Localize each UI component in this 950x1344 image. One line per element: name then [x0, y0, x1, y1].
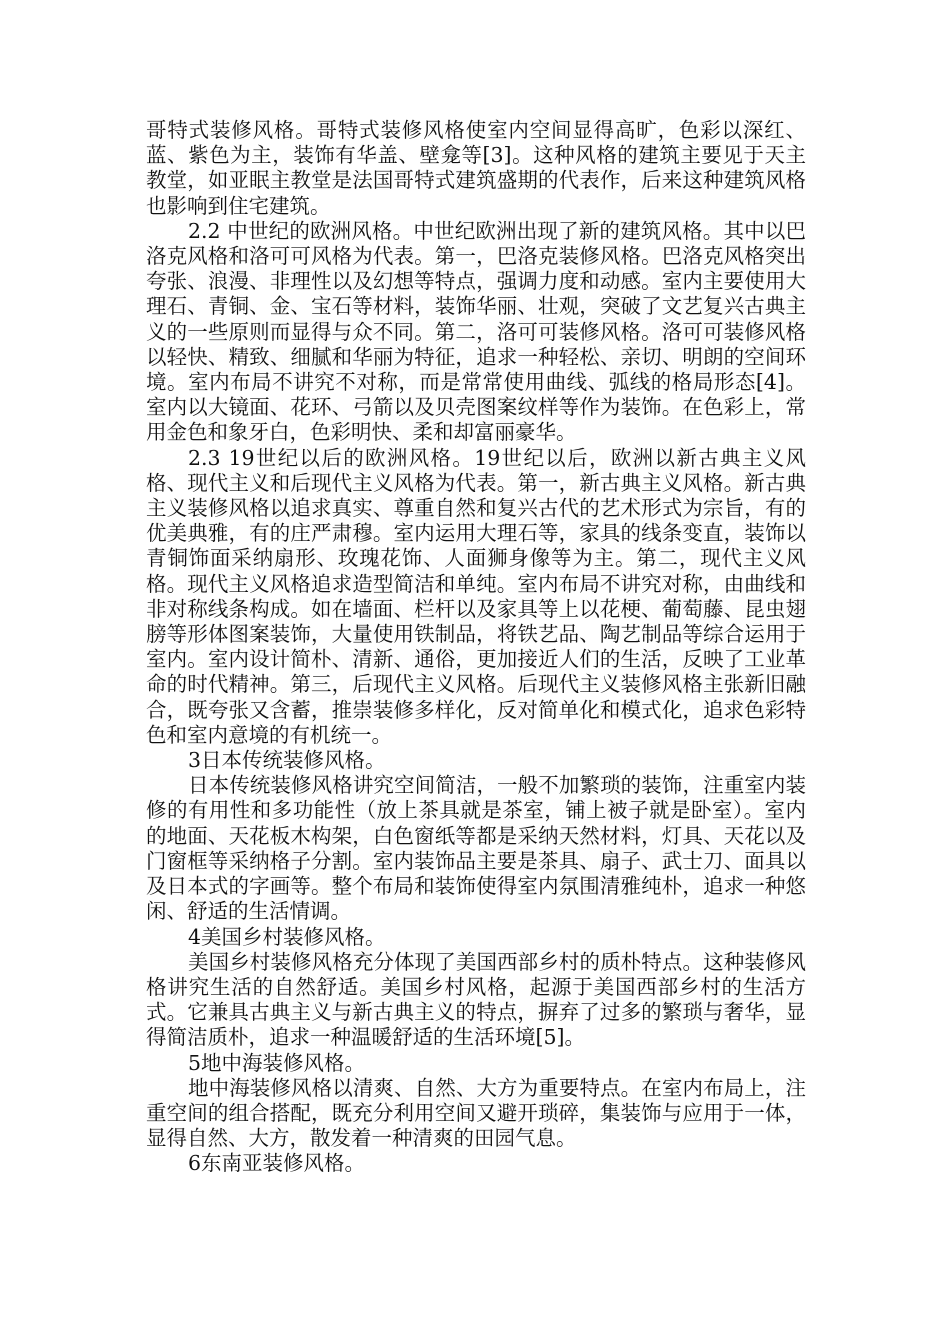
paragraph-gothic-style: 哥特式装修风格。哥特式装修风格使室内空间显得高旷，色彩以深红、蓝、紫色为主，装饰有华盖、壁龛等[3]。这种风格的建筑主要见于天主教堂，如亚眠主教堂是法国哥特式建筑盛期的代表作，后来这种建筑风格也影响到住宅建筑。 [146, 118, 806, 218]
paragraph-mediterranean-style: 地中海装修风格以清爽、自然、大方为重要特点。在室内布局上，注重空间的组合搭配，既充分利用空间又避开琐碎，集装饰与应用于一体，显得自然、大方，散发着一种清爽的田园气息。 [146, 1075, 806, 1151]
document-body [146, 118, 806, 1177]
paragraph-japanese-style: 日本传统装修风格讲究空间简洁，一般不加繁琐的装饰，注重室内装修的有用性和多功能性（放上茶具就是茶室，铺上被子就是卧室）。室内的地面、天花板木构架，白色窗纸等都是采纳天然材料，灯具、天花以及门窗框等采纳格子分割。室内装饰品主要是茶具、扇子、武士刀、面具以及日本式的字画等。整个布局和装饰使得室内氛围清雅纯朴，追求一种悠闲、舒适的生活情调。 [146, 773, 806, 924]
heading-mediterranean-style: 5地中海装修风格。 [188, 1050, 366, 1075]
paragraph-19th-century-european-style: 2.3 19世纪以后的欧洲风格。19世纪以后，欧洲以新古典主义风格、现代主义和后现代主义风格为代表。第一，新古典主义风格。新古典主义装修风格以追求真实、尊重自然和复兴古代的艺术形式为宗旨，有的优美典雅，有的庄严肃穆。室内运用大理石等，家具的线条变直，装饰以青铜饰面采纳扇形、玫瑰花饰、人面狮身像等为主。第二，现代主义风格。现代主义风格追求造型简洁和单纯。室内布局不讲究对称，由曲线和非对称线条构成。如在墙面、栏杆以及家具等上以花梗、葡萄藤、昆虫翅膀等形体图案装饰，大量使用铁制品，将铁艺品、陶艺制品等综合运用于室内。室内设计简朴、清新、通俗，更加接近人们的生活，反映了工业革命的时代精神。第三，后现代主义风格。后现代主义装修风格主张新旧融合，既夸张又含蓄，推崇装修多样化，反对简单化和模式化，追求色彩特色和室内意境的有机统一。 [146, 445, 806, 747]
heading-southeast-asian-style: 6东南亚装修风格。 [188, 1151, 366, 1176]
heading-american-country-style: 4美国乡村装修风格。 [188, 924, 386, 949]
paragraph-medieval-european-style: 2.2 中世纪的欧洲风格。中世纪欧洲出现了新的建筑风格。其中以巴洛克风格和洛可可风格为代表。第一，巴洛克装修风格。巴洛克风格突出夸张、浪漫、非理性以及幻想等特点，强调力度和动感。室内主要使用大理石、青铜、金、宝石等材料，装饰华丽、壮观，突破了文艺复兴古典主义的一些原则而显得与众不同。第二，洛可可装修风格。洛可可装修风格以轻快、精致、细腻和华丽为特征，追求一种轻松、亲切、明朗的空间环境。室内布局不讲究不对称，而是常常使用曲线、弧线的格局形态[4]。室内以大镜面、花环、弓箭以及贝壳图案纹样等作为装饰。在色彩上，常用金色和象牙白，色彩明快、柔和却富丽豪华。 [146, 218, 806, 445]
paragraph-american-country-style: 美国乡村装修风格充分体现了美国西部乡村的质朴特点。这种装修风格讲究生活的自然舒适。美国乡村风格，起源于美国西部乡村的生活方式。它兼具古典主义与新古典主义的特点，摒弃了过多的繁琐与奢华，显得简洁质朴，追求一种温暖舒适的生活环境[5]。 [146, 949, 806, 1050]
heading-japanese-style: 3日本传统装修风格。 [188, 748, 386, 773]
